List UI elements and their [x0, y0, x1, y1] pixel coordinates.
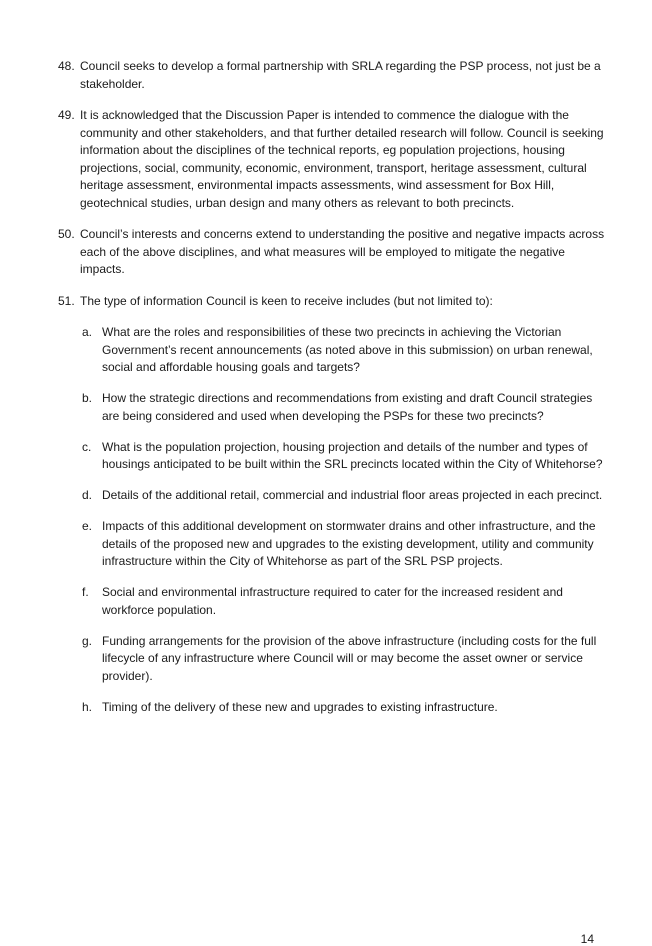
sub-item-text: Details of the additional retail, commercial and industrial floor areas projected in each precinct.	[102, 488, 603, 502]
sub-item-letter: c.	[82, 439, 92, 454]
sub-item-d	[80, 487, 606, 505]
item-number: 50.	[58, 227, 75, 241]
sub-item-letter: g.	[82, 633, 93, 648]
sub-item-f	[80, 584, 606, 619]
sub-item-text: Timing of the delivery of these new and upgrades to existing infrastructure.	[102, 699, 498, 714]
list-item-51	[58, 293, 606, 730]
item-number: 48.	[58, 59, 75, 73]
sub-item-letter: d.	[82, 488, 93, 502]
item-text: It is acknowledged that the Discussion Paper is intended to commence the dialogue with the community and other stakeholders, and that further detailed research will follow. Council is seeking information about the disciplines of the technical reports, eg population projections, housing projections, social, community, economic, environment, transport, heritage assessment, cultural heritage assessment, environmental impacts assessments, wind assessment for Box Hill, geotechnical studies, urban design and many others as relevant to both precincts.	[80, 108, 604, 210]
numbered-list	[58, 58, 606, 744]
sub-item-text: Impacts of this additional development on stormwater drains and other infrastructure, and the details of the proposed new and upgrades to the existing development, utility and community infrastructure within the City of Whitehorse as part of the SRL PSP projects.	[102, 519, 596, 568]
sub-item-b	[80, 390, 606, 425]
sub-item-letter: h.	[82, 699, 93, 714]
item-text: Council seeks to develop a formal partnership with SRLA regarding the PSP process, not just be a stakeholder.	[80, 59, 601, 91]
sub-item-text: How the strategic directions and recommendations from existing and draft Council strategies are being considered and used when developing the PSPs for these two precincts?	[102, 391, 593, 423]
item-text: Council’s interests and concerns extend to understanding the positive and negative impacts across each of the above disciplines, and what measures will be employed to mitigate the negative impacts.	[80, 227, 605, 276]
sub-item-letter: b.	[82, 391, 93, 405]
sub-item-g	[80, 633, 606, 686]
sub-item-text: Social and environmental infrastructure required to cater for the increased resident and workforce population.	[102, 585, 563, 617]
item-text: The type of information Council is keen to receive includes (but not limited to):	[80, 293, 493, 308]
item-number: 49.	[58, 108, 75, 122]
page-number: 14	[580, 932, 594, 946]
sub-item-e	[80, 518, 606, 571]
item-number: 51.	[58, 293, 75, 308]
sub-item-h	[80, 699, 606, 717]
sub-item-text: Funding arrangements for the provision of the above infrastructure (including costs for the full lifecycle of any infrastructure where Council will or may become the asset owner or service provider).	[102, 633, 597, 683]
list-item-48	[58, 58, 606, 93]
sub-item-letter: e.	[82, 519, 93, 533]
list-item-50	[58, 226, 606, 279]
sub-item-text: What are the roles and responsibilities of these two precincts in achieving the Victorian Government’s recent announcements (as noted above in this submission) on urban renewal, social and affordable housing goals and targets?	[102, 325, 593, 374]
item-body	[80, 293, 606, 730]
sub-item-letter: a.	[82, 325, 93, 339]
sub-item-c	[80, 439, 606, 474]
sub-item-letter: f.	[82, 585, 89, 599]
sub-item-a	[80, 324, 606, 377]
sub-item-text: What is the population projection, housing projection and details of the number and types of housings anticipated to be built within the SRL precincts located within the City of Whitehorse?	[102, 439, 603, 471]
lettered-sublist	[80, 324, 606, 716]
list-item-49	[58, 107, 606, 212]
